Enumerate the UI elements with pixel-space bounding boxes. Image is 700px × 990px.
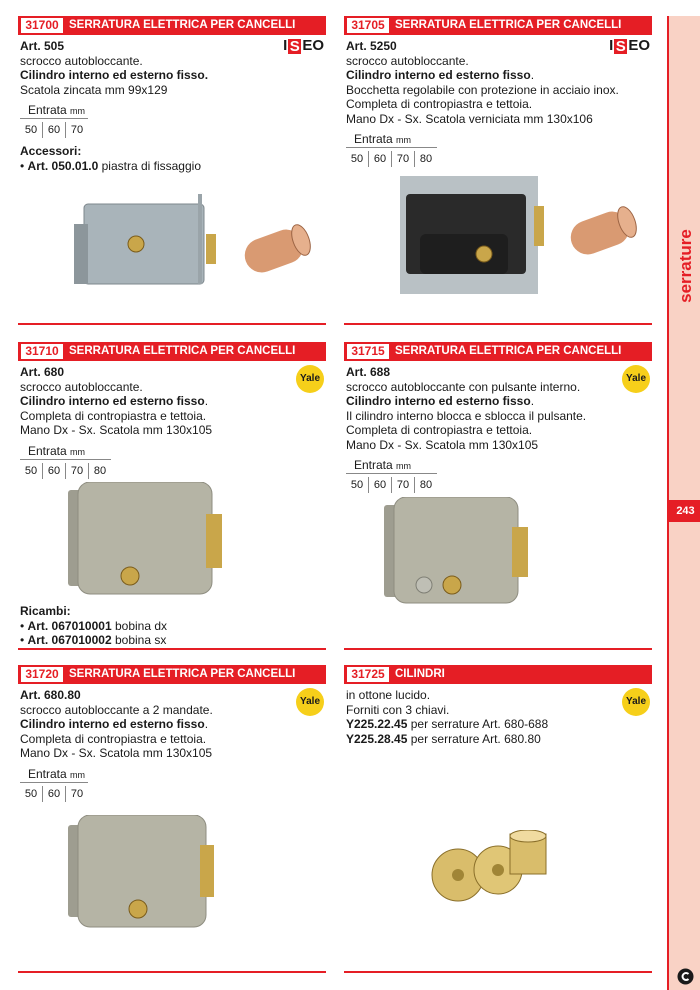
entrata-unit: mm — [70, 446, 86, 457]
brand-logo — [622, 688, 650, 716]
size-cell: 60 — [368, 151, 391, 167]
brand-logo — [283, 39, 324, 54]
product-title: SERRATURA ELETTRICA PER CANCELLI — [395, 345, 622, 357]
entrata-label: Entrata — [28, 443, 67, 458]
product-code: 31710 — [21, 344, 63, 359]
product-title: SERRATURA ELETTRICA PER CANCELLI — [395, 19, 622, 31]
size-cell: 70 — [65, 786, 88, 802]
product-panel-31725 — [344, 665, 652, 973]
description-line: Forniti con 3 chiavi. — [346, 702, 450, 717]
iseo-logo-icon: I S EO — [609, 37, 650, 55]
product-code: 31720 — [21, 667, 63, 682]
description-line: scrocco autobloccante. — [20, 379, 143, 394]
description-line: scrocco autobloccante. — [346, 53, 469, 68]
entrata-table — [20, 444, 326, 479]
product-panel-31705 — [344, 16, 652, 325]
entrata-table — [20, 767, 326, 802]
panel-header — [344, 342, 652, 361]
description-line: Il cilindro interno blocca e sblocca il pulsante. — [346, 408, 587, 423]
brand-logo — [296, 365, 324, 393]
product-title: CILINDRI — [395, 668, 445, 680]
brand-logo — [622, 365, 650, 393]
yale-logo-icon: Yale — [296, 365, 324, 393]
article-number: Art. 680.80 — [20, 688, 81, 702]
description-bold-line: Cilindro interno ed esterno fisso. — [346, 68, 535, 82]
accessories-title: Accessori: — [20, 144, 82, 158]
size-cell: 50 — [24, 464, 38, 477]
product-title: SERRATURA ELETTRICA PER CANCELLI — [69, 19, 296, 31]
product-title: SERRATURA ELETTRICA PER CANCELLI — [69, 668, 296, 680]
brand-logo — [609, 39, 650, 54]
article-number: Art. 505 — [20, 39, 65, 53]
spare-item: • Art. 067010001 bobina dx — [20, 618, 168, 633]
lock-505-image — [66, 194, 326, 306]
lock-5250-image — [392, 176, 652, 306]
lock-688-image — [384, 497, 554, 612]
size-cell: 50 — [350, 479, 364, 491]
product-panel-31715 — [344, 342, 652, 650]
entrata-label: Entrata — [28, 103, 67, 117]
accessory-item: • Art. 050.01.0 piastra di fissaggio — [20, 158, 201, 173]
cylinder-ref: Y225.28.45 per serrature Art. 680.80 — [346, 731, 541, 746]
description-line: Bocchetta regolabile con protezione in acciaio inox. — [346, 82, 619, 97]
entrata-table — [346, 132, 652, 167]
article-number: Art. 5250 — [346, 39, 397, 53]
product-title: SERRATURA ELETTRICA PER CANCELLI — [69, 345, 296, 357]
panel-header — [344, 665, 652, 684]
size-cell: 50 — [24, 787, 38, 800]
description-bold-line: Cilindro interno ed esterno fisso. — [346, 394, 535, 408]
article-number: Art. 688 — [346, 365, 391, 379]
chapter-sidebar — [667, 16, 700, 990]
panel-header — [344, 16, 652, 35]
product-panel-31710 — [18, 342, 326, 650]
description-line: Scatola zincata mm 99x129 — [20, 82, 168, 97]
description-line: Mano Dx - Sx. Scatola verniciata mm 130x106 — [346, 111, 593, 126]
description-bold-line: Cilindro interno ed esterno fisso. — [20, 717, 209, 731]
description-bold-line: Cilindro interno ed esterno fisso. — [20, 394, 209, 408]
description-line: scrocco autobloccante a 2 mandate. — [20, 702, 213, 717]
product-code: 31700 — [21, 18, 63, 33]
description-line: Mano Dx - Sx. Scatola mm 130x105 — [346, 437, 539, 452]
description-line: Mano Dx - Sx. Scatola mm 130x105 — [20, 746, 213, 760]
product-code: 31715 — [347, 344, 389, 359]
description-line: scrocco autobloccante con pulsante interno. — [346, 379, 581, 394]
description-line: Completa di contropiastra e tettoia. — [20, 731, 207, 746]
article-number: Art. 680 — [20, 365, 65, 379]
entrata-table — [346, 458, 652, 493]
publisher-logo-icon — [677, 968, 694, 985]
entrata-table — [20, 103, 326, 138]
page-number: 243 — [669, 500, 700, 522]
description-bold: Cilindro interno ed esterno fisso. — [20, 68, 209, 82]
entrata-unit: mm — [396, 461, 412, 471]
description-line: Mano Dx - Sx. Scatola mm 130x105 — [20, 423, 213, 437]
lock-680-80-image — [68, 815, 228, 935]
entrata-label: Entrata — [354, 458, 393, 472]
panel-header — [18, 342, 326, 361]
size-cell: 80 — [88, 463, 111, 479]
size-cell: 70 — [391, 477, 414, 493]
size-cell: 70 — [391, 151, 414, 167]
description-line: in ottone lucido. — [346, 688, 431, 702]
size-cell: 60 — [42, 463, 65, 479]
entrata-label: Entrata — [28, 766, 67, 781]
description-line: scrocco autobloccante. — [20, 53, 143, 68]
panel-header — [18, 16, 326, 35]
size-cell: 50 — [24, 124, 38, 136]
entrata-unit: mm — [70, 769, 86, 780]
yale-logo-icon: Yale — [296, 688, 324, 716]
size-cell: 80 — [414, 151, 437, 167]
product-panel-31700 — [18, 16, 326, 325]
panel-header — [18, 665, 326, 684]
description-line: Completa di contropiastra e tettoia. — [346, 423, 533, 437]
cylinders-image — [428, 830, 558, 910]
chapter-title: serrature — [675, 229, 695, 303]
size-cell: 80 — [414, 477, 437, 493]
cylinder-ref: Y225.22.45 per serrature Art. 680-688 — [346, 717, 549, 731]
description-line: Completa di contropiastra e tettoia. — [20, 408, 207, 423]
entrata-label: Entrata — [354, 132, 393, 146]
size-cell: 50 — [350, 153, 364, 165]
product-panel-31720 — [18, 665, 326, 973]
size-cell: 60 — [368, 477, 391, 493]
product-code: 31725 — [347, 667, 389, 682]
size-cell: 70 — [65, 122, 88, 138]
size-cell: 70 — [65, 463, 88, 479]
lock-680-image — [68, 482, 248, 602]
yale-logo-icon: Yale — [622, 365, 650, 393]
description-line: Completa di contropiastra e tettoia. — [346, 97, 533, 111]
product-code: 31705 — [347, 18, 389, 33]
spares-title: Ricambi: — [20, 604, 71, 618]
entrata-unit: mm — [396, 135, 412, 145]
size-cell: 60 — [42, 122, 65, 138]
entrata-unit: mm — [70, 106, 86, 116]
yale-logo-icon: Yale — [622, 688, 650, 716]
size-cell: 60 — [42, 786, 65, 802]
iseo-logo-icon: I S EO — [283, 37, 324, 55]
brand-logo — [296, 688, 324, 716]
spare-item: • Art. 067010002 bobina sx — [20, 633, 167, 647]
